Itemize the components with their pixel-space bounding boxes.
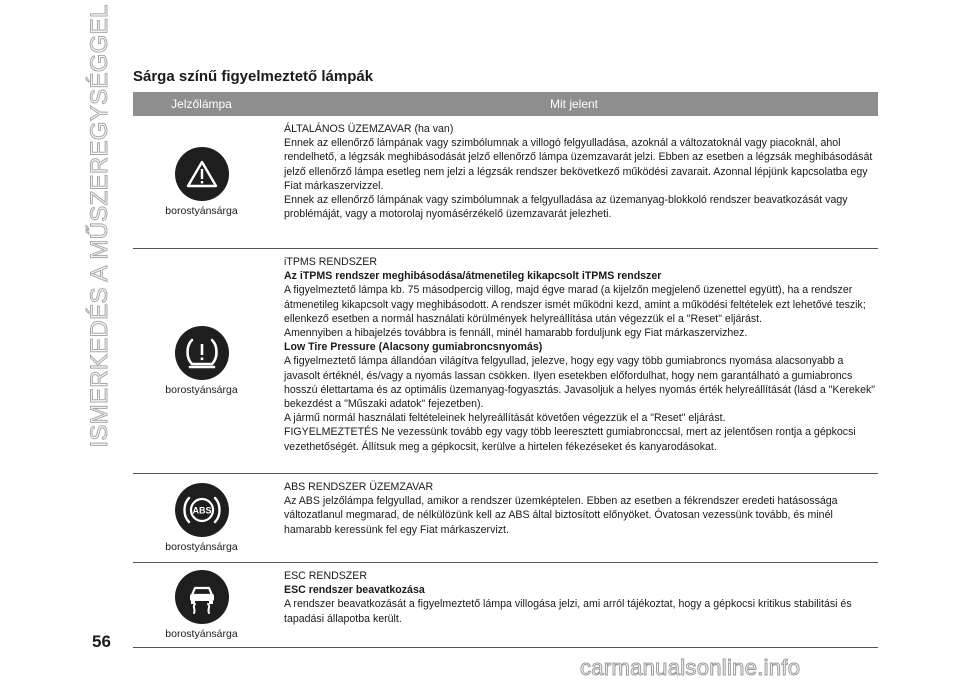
meaning-cell <box>270 563 878 647</box>
indicator-color-caption: borostyánsárga <box>165 628 238 640</box>
header-indicator: Jelzőlámpa <box>171 97 232 111</box>
meaning-line: ABS RENDSZER ÜZEMZAVAR <box>284 481 434 493</box>
table-header <box>133 92 878 116</box>
indicator-color-caption: borostyánsárga <box>165 541 238 553</box>
esc-skid-car-icon <box>175 570 229 624</box>
meaning-line: Ennek az ellenőrző lámpának vagy szimbólumnak a felgyulladása az üzemanyag-blokkoló rendszer beavatkozását vagy problémáját, vagy a motorolaj nyomásérzékelő üzemzavarát jelezheti. <box>284 194 848 221</box>
meaning-subheading: Low Tire Pressure (Alacsony gumiabroncsnyomás) <box>284 341 543 354</box>
meaning-line: ESC RENDSZER <box>284 570 367 582</box>
indicator-color-caption: borostyánsárga <box>165 384 238 396</box>
indicator-cell <box>133 249 270 473</box>
meaning-line: FIGYELMEZTETÉS Ne vezessünk tovább egy vagy több leeresztett gumiabronccsal, mert az jelentősen rontja a gépkocsi vezethetőségét. Állítsuk meg a gépkocsit, kerülve a hirtelen fékezéseket és kanyarodásokat. <box>284 426 856 453</box>
table-row <box>133 563 878 648</box>
chapter-side-title-text: ISMERKEDÉS A MŰSZEREGYSÉGGEL <box>86 4 113 448</box>
meaning-line: A figyelmeztető lámpa kb. 75 másodpercig villog, majd égve marad (a kijelzőn megjelenő üzenettel együtt), ha a rendszer átmenetileg kikapcsolt vagy meghibásodott. A rendszer ismét működni kezd, amint a működési feltételek ezt lehetővé teszik; ellenkező esetben a normál használati körülmények helyreállítása után végezzük el a "Reset" eljárást. <box>284 284 866 325</box>
meaning-cell <box>270 116 878 248</box>
meaning-subheading: Az iTPMS rendszer meghibásodása/átmenetileg kikapcsolt iTPMS rendszer <box>284 270 662 283</box>
meaning-cell <box>270 249 878 473</box>
meaning-line: iTPMS RENDSZER <box>284 256 377 268</box>
warning-lights-table <box>133 92 878 648</box>
meaning-line: Ennek az ellenőrző lámpának vagy szimbólumnak a villogó felgyulladása, azoknál a változatoknál vagy piacoknál, ahol rendelhető, a légzsák meghibásodását jelző ellenőrző lámpa üzemzavarát jelzi. Ebben az esetben a légzsák meghibásodását jelző ellenőrző lámpa esetleg nem jelzi a légzsák rendszer bekövetkező működési zavarait. Azonnal lépjünk kapcsolatba egy Fiat márkaszervizzel. <box>284 137 873 192</box>
meaning-line: A rendszer beavatkozását a figyelmeztető lámpa villogása jelzi, ami arról tájékoztat, hogy a gépkocsi kritikus stabilitási és tapadási állapotba került. <box>284 598 852 625</box>
header-meaning: Mit jelent <box>549 97 599 111</box>
tire-pressure-icon <box>175 326 229 380</box>
warning-triangle-icon <box>175 147 229 201</box>
page-number: 56 <box>92 632 111 651</box>
watermark: carmanualsonline.info <box>580 655 801 680</box>
indicator-cell <box>133 563 270 647</box>
meaning-line: A figyelmeztető lámpa állandóan világítva felgyullad, jelezve, hogy egy vagy több gumiabroncs nyomása alacsonyabb a javasolt értéknél, és/vagy a nyomás lassan csökken. Ilyen esetekben előfordulhat, hogy nem garantálható a gumiabroncs hosszú élettartama és az optimális üzemanyag-fogyasztás. Javasoljuk a helyes nyomás érték helyreállítását (lásd a "Kerekek" bekezdést a "Műszaki adatok" fejezetben). <box>284 355 876 411</box>
table-row <box>133 474 878 563</box>
indicator-cell <box>133 116 270 248</box>
chapter-side-title <box>86 4 113 448</box>
meaning-line: A jármű normál használati feltételeinek helyreállítását követően végezzük el a "Reset" eljárást. <box>284 412 726 425</box>
abs-icon <box>175 483 229 537</box>
table-row <box>133 249 878 474</box>
indicator-color-caption: borostyánsárga <box>165 205 238 217</box>
section-title: Sárga színű figyelmeztető lámpák <box>133 68 374 85</box>
meaning-line: ÁLTALÁNOS ÜZEMZAVAR (ha van) <box>284 123 454 135</box>
meaning-cell <box>270 474 878 562</box>
table-row <box>133 116 878 249</box>
meaning-line: Az ABS jelzőlámpa felgyullad, amikor a rendszer üzemképtelen. Ebben az esetben a fékrendszer eredeti hatásossága változatlanul megmarad, de nélkülözünk kell az ABS által biztosított előnyöket. Óvatosan vezessünk tovább, és minél hamarabb keressünk fel egy Fiat márkaszervizt. <box>284 495 838 536</box>
meaning-line: Amennyiben a hibajelzés továbbra is fennáll, minél hamarabb forduljunk egy Fiat márkaszervizhez. <box>284 327 748 340</box>
indicator-cell <box>133 474 270 562</box>
meaning-subheading: ESC rendszer beavatkozása <box>284 584 425 597</box>
abs-icon-label: ABS <box>191 505 212 516</box>
